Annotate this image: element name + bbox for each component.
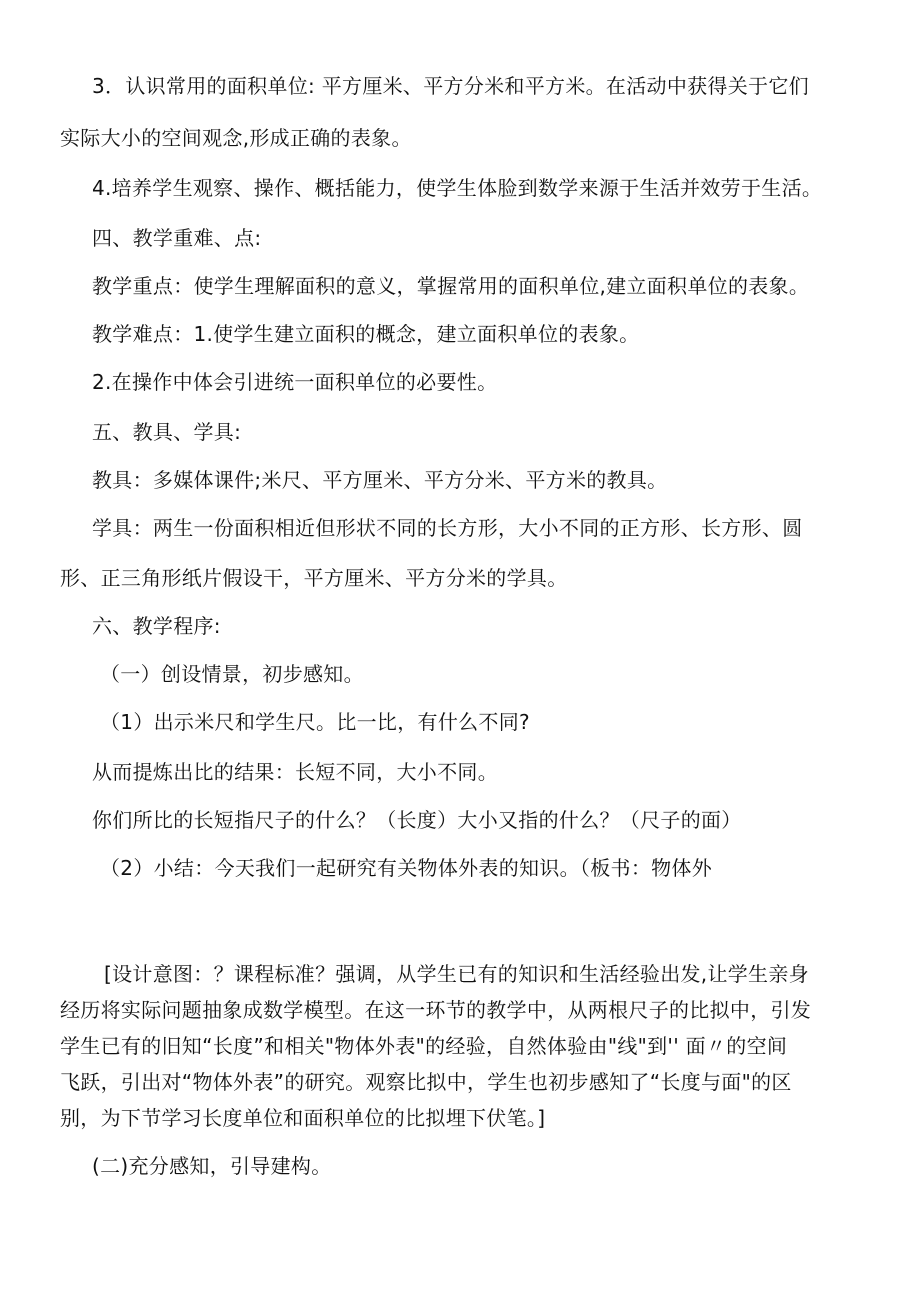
teaching-difficulty-1: 教学难点：1.使学生建立面积的概念，建立面积单位的表象。 (92, 322, 640, 346)
objective-3-line-1: 3．认识常用的面积单位: 平方厘米、平方分米和平方米。在活动中获得关于它们 (92, 74, 809, 98)
section-heading-tools: 五、教具、学具: (92, 420, 242, 444)
objective-3-line-2: 实际大小的空间观念,形成正确的表象。 (60, 126, 412, 150)
design-intent-line-4: 飞跃，引出对“物体外表”的研究。观察比拟中，学生也初步感知了“长度与面"的区 (60, 1070, 792, 1094)
section-heading-procedure: 六、教学程序: (92, 614, 221, 638)
step-1-heading: （一）创设情景，初步感知。 (100, 662, 364, 686)
step-1-question: 你们所比的长短指尺子的什么？（长度）大小又指的什么？（尺子的面） (92, 808, 742, 832)
step-1-item-1: （1）出示米尺和学生尺。比一比，有什么不同? (100, 710, 530, 734)
teaching-focus: 教学重点：使学生理解面积的意义，掌握常用的面积单位,建立面积单位的表象。 (92, 274, 810, 298)
design-intent-line-3: 学生已有的旧知“长度”和相关"物体外表"的经验，自然体验由"线"到'' 面〃的空间 (60, 1034, 788, 1058)
student-tools-line-1: 学具：两生一份面积相近但形状不同的长方形，大小不同的正方形、长方形、圆 (92, 516, 803, 540)
design-intent-line-2: 经历将实际问题抽象成数学模型。在这一环节的教学中，从两根尺子的比拟中，引发 (60, 998, 812, 1022)
step-2-heading: (二)充分感知，引导建构。 (92, 1154, 332, 1178)
design-intent-line-1: [设计意图：？课程标准？强调，从学生已有的知识和生活经验出发,让学生亲身 (104, 962, 809, 986)
teacher-tools: 教具：多媒体课件;米尺、平方厘米、平方分米、平方米的教具。 (92, 468, 668, 492)
teaching-difficulty-2: 2.在操作中体会引进统一面积单位的必要性。 (92, 370, 498, 394)
section-heading-key-points: 四、教学重难、点: (92, 226, 262, 250)
student-tools-line-2: 形、正三角形纸片假设干，平方厘米、平方分米的学具。 (60, 566, 568, 590)
design-intent-line-5: 别，为下节学习长度单位和面积单位的比拟埋下伏笔。] (60, 1106, 546, 1130)
objective-4: 4.培养学生观察、操作、概括能力，使学生体脸到数学来源于生活并效劳于生活。 (92, 176, 823, 200)
step-1-result: 从而提炼出比的结果：长短不同，大小不同。 (92, 760, 498, 784)
step-1-item-2: （2）小结：今天我们一起研究有关物体外表的知识。（板书：物体外 (100, 856, 713, 880)
